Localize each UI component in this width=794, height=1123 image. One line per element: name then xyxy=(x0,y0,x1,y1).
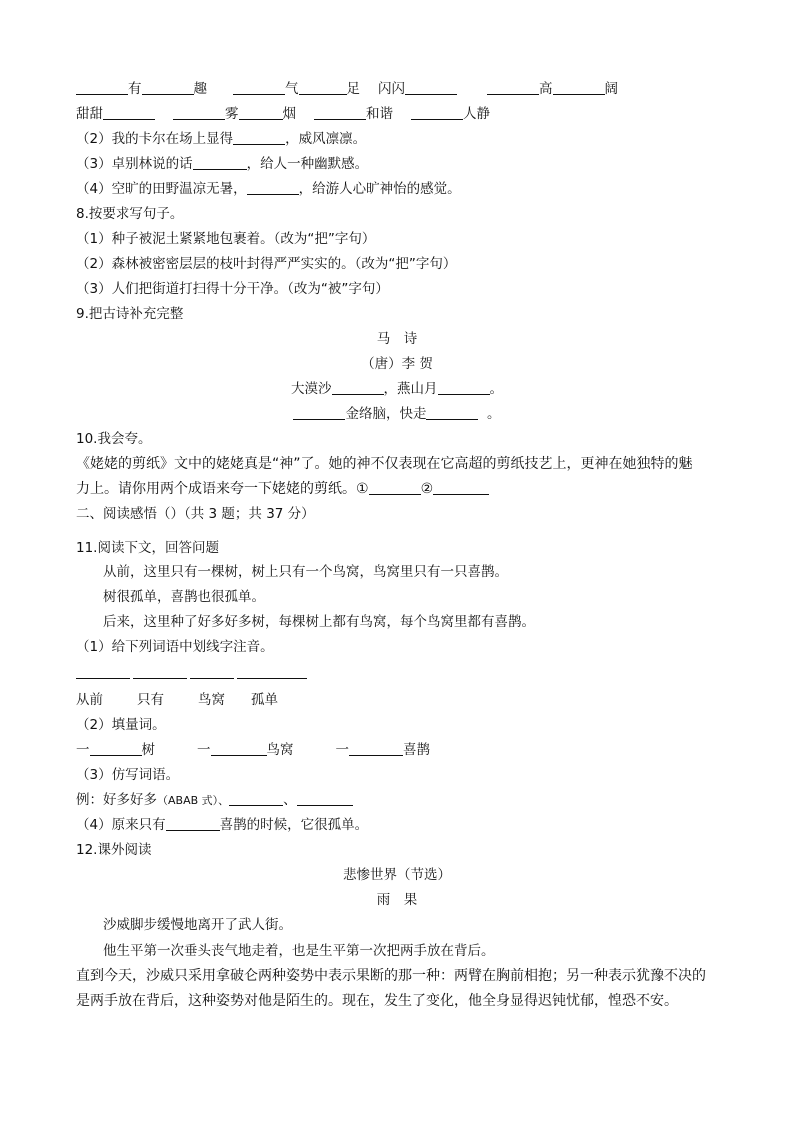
answer-blank[interactable] xyxy=(90,742,142,756)
q12-para-1: 沙威脚步缓慢地离开了武人街。 xyxy=(103,917,292,933)
word-char: 有 xyxy=(128,81,142,97)
word-char: 烟 xyxy=(282,106,296,122)
q11-title: 11.阅读下文，回答问题 xyxy=(76,540,219,556)
example-text: （ABAB 式）、 xyxy=(157,794,230,807)
fill-text: 喜鹊 xyxy=(403,742,430,758)
fill-text: 一 xyxy=(76,742,90,758)
sentence-text: ，给人一种幽默感。 xyxy=(246,156,369,172)
answer-blank[interactable] xyxy=(438,381,490,395)
q8-item-2: （2）森林被密密层层的枝叶封得严严实实的。（改为“把”字句） xyxy=(76,256,457,272)
answer-blank[interactable] xyxy=(233,131,285,145)
q8-item-3: （3）人们把街道打扫得十分干净。（改为“被”字句） xyxy=(76,281,389,297)
q9-title: 9.把古诗补充完整 xyxy=(76,306,184,322)
answer-blank[interactable] xyxy=(166,817,220,831)
answer-blank[interactable] xyxy=(239,106,283,120)
poem-text: 大漠沙 xyxy=(291,381,332,397)
answer-blank[interactable] xyxy=(487,81,539,95)
q11-words xyxy=(76,691,278,709)
word-char: 气 xyxy=(285,81,299,97)
q11-para-3: 后来，这里种了好多好多树，每棵树上都有鸟窝，每个鸟窝里都有喜鹊。 xyxy=(103,614,535,630)
q12-title: 12.课外阅读 xyxy=(76,842,152,858)
word-char: 甜甜 xyxy=(76,106,103,122)
sentence-text: 喜鹊的时候，它很孤单。 xyxy=(219,817,369,833)
example-text: 例：好多好多 xyxy=(76,792,157,808)
book-author: 雨 果 xyxy=(376,892,418,908)
q11-para-2: 树很孤单，喜鹊也很孤单。 xyxy=(103,589,265,605)
word-char: 和谐 xyxy=(366,106,393,122)
answer-blank[interactable] xyxy=(433,481,489,495)
poem-author: （唐）李 贺 xyxy=(361,356,433,372)
q10-marker: ② xyxy=(420,481,434,497)
sentence-text: （3）卓别林说的话 xyxy=(76,156,193,172)
answer-blank[interactable] xyxy=(299,81,347,95)
q11-para-1: 从前，这里只有一棵树，树上只有一个鸟窝，鸟窝里只有一只喜鹊。 xyxy=(103,564,508,580)
word-char: 趣 xyxy=(193,81,207,97)
word: 孤单 xyxy=(251,692,278,708)
q7-sentence-2 xyxy=(76,130,366,148)
poem-text: 。 xyxy=(487,406,501,422)
book-title: 悲惨世界（节选） xyxy=(343,867,451,883)
word-char: 阔 xyxy=(604,81,618,97)
q7-word-row-2 xyxy=(76,105,490,123)
q12-para-2: 他生平第一次垂头丧气地走着，也是生平第一次把两手放在背后。 xyxy=(103,943,495,959)
answer-blank[interactable] xyxy=(405,81,457,95)
answer-blank[interactable] xyxy=(293,406,345,420)
pinyin-blank[interactable] xyxy=(76,678,130,679)
q11-measure-words xyxy=(76,741,430,759)
answer-blank[interactable] xyxy=(76,81,128,95)
word: 从前 xyxy=(76,692,103,708)
fill-text: 一 xyxy=(197,742,211,758)
poem-text: ，燕山月 xyxy=(383,381,438,397)
q8-title: 8.按要求写句子。 xyxy=(76,206,184,222)
sentence-text: ，给游人心旷神怡的感觉。 xyxy=(298,181,461,197)
answer-blank[interactable] xyxy=(229,792,283,806)
sentence-text: （2）我的卡尔在场上显得 xyxy=(76,131,234,147)
sentence-text: ，威风凛凛。 xyxy=(285,131,367,147)
q12-para-3a: 直到今天，沙威只采用拿破仑两种姿势中表示果断的那一种：两臂在胸前相抱；另一种表示犹豫不决的 xyxy=(76,968,706,984)
answer-blank[interactable] xyxy=(233,81,285,95)
word-char: 闪闪 xyxy=(378,81,405,97)
answer-blank[interactable] xyxy=(297,792,353,806)
sentence-text: （4）空旷的田野温凉无暑， xyxy=(76,181,247,197)
answer-blank[interactable] xyxy=(103,106,155,120)
q11-part-2: （2）填量词。 xyxy=(76,717,166,733)
answer-blank[interactable] xyxy=(142,81,194,95)
answer-blank[interactable] xyxy=(247,181,299,195)
poem-line-1 xyxy=(0,380,794,398)
poem-text: 金络脑，快走 xyxy=(345,406,427,422)
q10-text-1: 《姥姥的剪纸》文中的姥姥真是“神”了。她的神不仅表现在它高超的剪纸技艺上，更神在她独特的魅 xyxy=(76,456,693,472)
answer-blank[interactable] xyxy=(553,81,605,95)
fill-text: 一 xyxy=(335,742,349,758)
pinyin-blank[interactable] xyxy=(237,678,307,679)
answer-blank[interactable] xyxy=(411,106,463,120)
word-char: 高 xyxy=(539,81,553,97)
sentence-text: （4）原来只有 xyxy=(76,817,166,833)
fill-text: 树 xyxy=(141,742,155,758)
q11-part-3: （3）仿写词语。 xyxy=(76,767,180,783)
word-char: 足 xyxy=(346,81,360,97)
answer-blank[interactable] xyxy=(211,742,267,756)
q10-prompt: 力上。请你用两个成语来夸一下姥姥的剪纸。① xyxy=(76,481,369,497)
answer-blank[interactable] xyxy=(426,406,478,420)
word-char: 雾 xyxy=(225,106,239,122)
answer-blank[interactable] xyxy=(349,742,403,756)
pinyin-blank[interactable] xyxy=(133,678,187,679)
word-char: 人静 xyxy=(463,106,490,122)
q7-word-row-1 xyxy=(76,80,618,98)
answer-blank[interactable] xyxy=(193,156,247,170)
answer-blank[interactable] xyxy=(173,106,225,120)
q10-title: 10.我会夸。 xyxy=(76,431,152,447)
word: 鸟窝 xyxy=(198,692,225,708)
q11-part-1: （1）给下列词语中划线字注音。 xyxy=(76,639,274,655)
poem-line-2 xyxy=(0,405,794,423)
q7-sentence-4 xyxy=(76,180,461,198)
q11-part-4 xyxy=(76,816,368,834)
poem-text: 。 xyxy=(489,381,503,397)
answer-blank[interactable] xyxy=(332,381,384,395)
section-heading: 二、阅读感悟（）（共 3 题；共 37 分） xyxy=(76,506,315,522)
poem-title: 马 诗 xyxy=(376,331,418,347)
q11-example xyxy=(76,791,353,810)
q12-para-3b: 是两手放在背后，这种姿势对他是陌生的。现在，发生了变化，他全身显得迟钝忧郁，惶恐不安。 xyxy=(76,993,678,1009)
q10-text-2 xyxy=(76,480,489,498)
q7-sentence-3 xyxy=(76,155,368,173)
answer-blank[interactable] xyxy=(369,481,421,495)
pinyin-blank[interactable] xyxy=(190,678,234,679)
word: 只有 xyxy=(137,692,164,708)
answer-blank[interactable] xyxy=(314,106,366,120)
fill-text: 鸟窝 xyxy=(266,742,294,758)
example-text: 、 xyxy=(283,792,297,808)
q8-item-1: （1）种子被泥土紧紧地包裹着。（改为“把”字句） xyxy=(76,231,376,247)
